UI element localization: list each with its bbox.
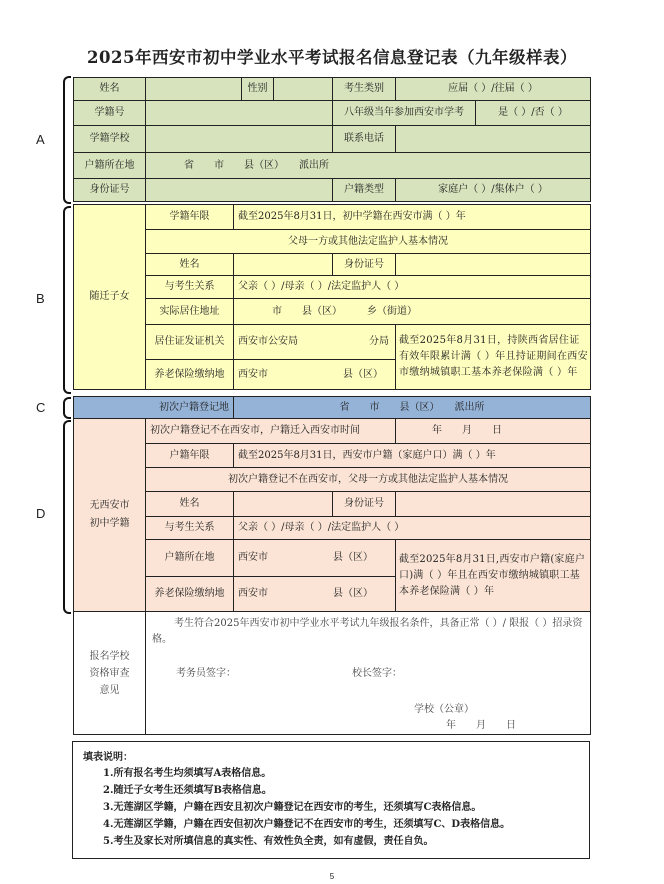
d-hukou-city: 西安市 [238, 552, 268, 563]
b-guardian-header: 父母一方或其他法定监护人基本情况 [145, 229, 591, 254]
b-pension-label: 养老保险缴纳地 [145, 359, 234, 390]
b-address-label: 实际居住地址 [145, 298, 234, 325]
section-c-label: C [36, 400, 46, 415]
b-permit-org-value: 西安市公安局 [238, 336, 298, 347]
instruction-item-3: 3.无莲湖区学籍，户籍在西安且初次户籍登记在西安市的考生，还须填写C表格信息。 [103, 802, 482, 813]
instructions-box [72, 741, 590, 859]
d-guardian-id-label: 身份证号 [332, 491, 396, 517]
review-principal-sign: 校长签字： [352, 668, 402, 679]
b-permit-branch: 分局 [369, 336, 389, 347]
instruction-item-2: 2.随迁子女考生还须填写B表格信息。 [103, 785, 272, 796]
d-guardian-id-field[interactable] [395, 491, 591, 517]
d-guardian-header: 初次户籍登记不在西安市，父母一方或其他法定监护人基本情况 [145, 467, 591, 492]
b-guardian-id-label: 身份证号 [332, 253, 396, 276]
section-a-bracket [63, 76, 71, 204]
a-phone-field[interactable] [395, 125, 591, 153]
section-c-bracket [63, 397, 71, 419]
b-years-label: 学籍年限 [145, 204, 234, 230]
b-pension-field[interactable] [233, 359, 396, 390]
a-id-label: 身份证号 [73, 178, 146, 202]
a-exam-type-label: 考生类别 [332, 77, 396, 101]
review-school-seal: 学校（公章） [414, 704, 474, 715]
b-permit-note: 截至2025年8月31日，持陕西省居住证有效年限累计满（ ）年且持证期间在西安市缴纳城镇职工基本养老保险满（ ）年 [395, 324, 591, 390]
a-id-field[interactable] [145, 178, 333, 202]
d-note: 截至2025年8月31日,西安市户籍(家庭户口)满（ ）年且在西安市缴纳城镇职工基本养老保险满（ ）年 [395, 539, 591, 612]
a-school-no-label: 学籍号 [73, 100, 146, 126]
b-guardian-name-field[interactable] [233, 253, 333, 276]
a-name-label: 姓名 [73, 77, 146, 101]
d-pension-field[interactable] [233, 576, 396, 612]
b-pension-county: 县（区） [343, 368, 383, 380]
section-d-bracket [63, 420, 71, 614]
b-relation-options[interactable]: 父亲（ ）/母亲（ ）/法定监护人（ ） [233, 275, 591, 299]
section-b-label: B [36, 291, 45, 306]
a-gender-field[interactable] [273, 77, 333, 101]
a-exam-type-options[interactable]: 应届（ ）/往届（ ） [395, 77, 591, 101]
review-officer-sign: 考务员签字： [176, 668, 236, 679]
d-hukou-years-value[interactable]: 截至2025年8月31日，西安市户籍（家庭户口）满（ ）年 [233, 443, 591, 468]
b-guardian-id-field[interactable] [395, 253, 591, 276]
b-guardian-name-label: 姓名 [145, 253, 234, 276]
b-relation-label: 与考生关系 [145, 275, 234, 299]
b-years-value[interactable]: 截至2025年8月31日，初中学籍在西安市满（ ）年 [233, 204, 591, 230]
a-phone-label: 联系电话 [332, 125, 396, 153]
d-hukou-years-label: 户籍年限 [145, 443, 234, 468]
d-hukou-loc-field[interactable] [233, 539, 396, 577]
d-guardian-name-field[interactable] [233, 491, 333, 517]
a-grade8-options[interactable]: 是（ ）/否（ ） [475, 100, 591, 126]
b-permit-org-label: 居住证发证机关 [145, 324, 234, 360]
review-text: 考生符合2025年西安市初中学业水平考试九年级报名条件，具备正常（ ）/ 限报（ ）招录资格。 [152, 618, 583, 645]
d-relation-label: 与考生关系 [145, 516, 234, 540]
section-d-label: D [36, 506, 46, 521]
b-address-field[interactable]: 市 县（区） 乡（街道） [233, 298, 591, 325]
d-guardian-name-label: 姓名 [145, 491, 234, 517]
d-moved-field[interactable]: 年 月 日 [395, 418, 591, 444]
b-group-label: 随迁子女 [73, 204, 146, 390]
page-number: 5 [329, 872, 335, 881]
d-hukou-loc-label: 户籍所在地 [145, 539, 234, 577]
instruction-item-5: 5.考生及家长对所填信息的真实性、有效性负全责，如有虚假，责任自负。 [103, 836, 434, 847]
instructions-heading: 填表说明： [83, 752, 133, 763]
a-school-no-field[interactable] [145, 100, 333, 126]
a-hukou-loc-field[interactable]: 省 市 县（区） 派出所 [145, 152, 591, 179]
c-label: 初次户籍登记地 [73, 396, 234, 419]
a-hukou-type-options[interactable]: 家庭户（ ）/集体户（ ） [395, 178, 591, 202]
section-a-label: A [36, 132, 45, 147]
review-area[interactable] [145, 611, 591, 735]
a-hukou-loc-label: 户籍所在地 [73, 152, 146, 179]
d-relation-options[interactable]: 父亲（ ）/母亲（ ）/法定监护人（ ） [233, 516, 591, 540]
d-moved-label: 初次户籍登记不在西安市，户籍迁入西安市时间 [145, 418, 396, 444]
a-grade8-label: 八年级当年参加西安市学考 [332, 100, 476, 126]
d-pension-county: 县（区） [333, 588, 373, 599]
d-hukou-county: 县（区） [333, 552, 373, 563]
page-title: 2025年西安市初中学业水平考试报名信息登记表（九年级样表） [87, 48, 577, 67]
a-school-field[interactable] [145, 125, 333, 153]
b-pension-city: 西安市 [238, 368, 268, 380]
a-name-field[interactable] [145, 77, 242, 101]
section-b-bracket [63, 206, 71, 394]
a-gender-label: 性别 [241, 77, 274, 101]
a-hukou-type-label: 户籍类型 [332, 178, 396, 202]
c-field[interactable]: 省 市 县（区） 派出所 [233, 396, 591, 419]
review-label: 报名学校资格审查意见 [73, 611, 146, 735]
d-group-label: 无西安市初中学籍 [73, 418, 146, 612]
b-permit-org-field[interactable] [233, 324, 396, 360]
d-pension-city: 西安市 [238, 588, 268, 599]
d-pension-label: 养老保险缴纳地 [145, 576, 234, 612]
review-date: 年 月 日 [446, 720, 516, 731]
a-school-label: 学籍学校 [73, 125, 146, 153]
instruction-item-1: 1.所有报名考生均须填写A表格信息。 [103, 768, 272, 779]
instruction-item-4: 4.无莲湖区学籍，户籍在西安但初次户籍登记不在西安市的考生，还须填写C、D表格信息。 [103, 819, 511, 830]
